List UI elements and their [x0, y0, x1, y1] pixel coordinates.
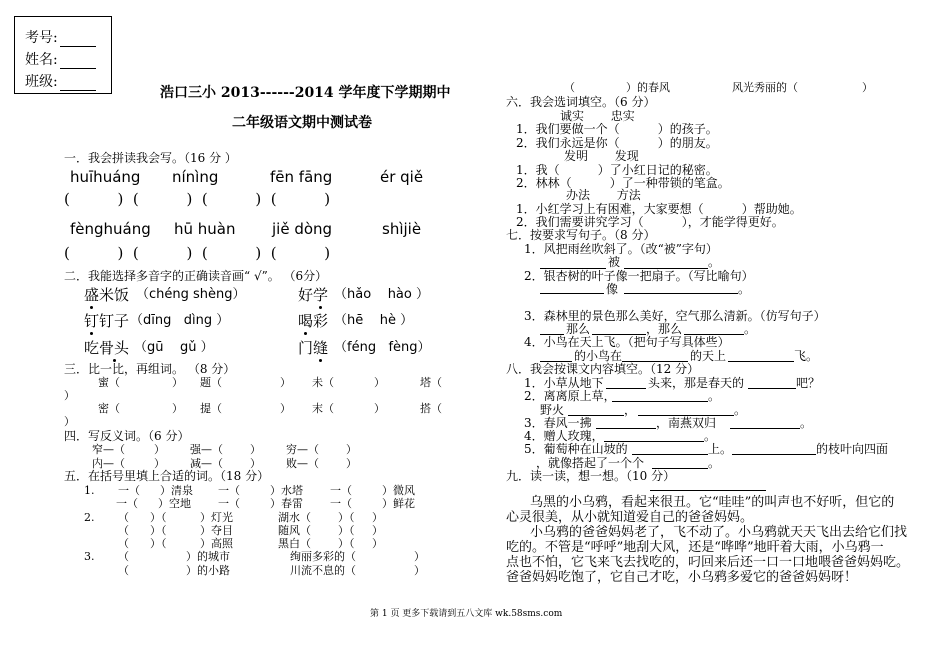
- top-fill-spring: ）的春风: [626, 81, 670, 94]
- fill-6c: 绚丽多彩的（: [290, 550, 356, 563]
- antonym-close-2: ）: [250, 443, 261, 456]
- polyphone-pinyin-4: （hē hè ）: [334, 313, 414, 328]
- fill-3e: ）（: [338, 511, 355, 524]
- pinyin-3: fēn fāng: [270, 168, 333, 186]
- rewrite-q3-end: 。: [744, 322, 757, 336]
- rewrite-q3-name1: 那么: [566, 322, 591, 336]
- fill-7b: ）的小路: [186, 564, 230, 577]
- polyphone-item-6[interactable]: 门缝: [298, 339, 329, 357]
- recite-7a: ，就像搭起了一个个: [536, 456, 645, 470]
- recite-4b: ，南燕双归: [656, 416, 717, 430]
- section-1-heading: 一．我会拼读我会写。（16 分 ）: [64, 151, 237, 165]
- fill-4a: （: [118, 524, 129, 537]
- recite-3b: ，: [624, 403, 637, 417]
- recite-4c: 。: [800, 416, 813, 430]
- reading-line-4: 吃的。不管是“呼呼”地刮大风，还是“哗哗”地旰着大雨，小乌鸦一: [506, 540, 884, 555]
- polyphone-pinyin-3: （dīng dìng ）: [130, 313, 230, 328]
- pinyin-1: huīhuáng: [70, 168, 141, 186]
- polyphone-item-4[interactable]: 喝彩: [298, 312, 329, 330]
- word-choice-3: 办法 方法: [566, 188, 641, 202]
- recite-2a: 2．离离原上草，: [524, 389, 616, 403]
- fill-5d: 黑白（: [278, 537, 311, 550]
- recite-5a: 4．赠人玫瑰，: [524, 429, 604, 443]
- antonym-6: 败—（: [286, 457, 319, 470]
- top-fill-scenery: 风光秀丽的（: [732, 81, 798, 94]
- top-fill-open-1: （: [564, 81, 575, 94]
- class-field[interactable]: 班级:: [25, 71, 96, 91]
- rewrite-q3: 3．森林里的景色那么美好，空气那么清新。（仿写句子）: [524, 309, 826, 323]
- antonym-5: 减—（: [190, 457, 223, 470]
- compare-word-7: 末（: [312, 402, 334, 415]
- recite-1a: 1．小草从地下: [524, 376, 604, 390]
- fill-sentence-4: 2．林林（ ）了一种带锁的笔盒。: [516, 176, 730, 190]
- pinyin-2: nínìng: [172, 168, 219, 186]
- recite-3a: 野火: [540, 403, 565, 417]
- fill-3a: （: [118, 511, 129, 524]
- section-8-heading: 八．我会按课文内容填空。（12 分）: [506, 362, 700, 376]
- fill-num-1: 1.: [84, 484, 95, 497]
- fill-sentence-3: 1．我（ ）了小红日记的秘密。: [516, 163, 718, 177]
- fill-5e: ）（: [338, 537, 355, 550]
- fill-6b: ）的城市: [186, 550, 230, 563]
- rewrite-q4-a: 的小鸟在: [574, 349, 623, 363]
- antonym-1: 窄—（: [92, 443, 125, 456]
- fill-3f: ）: [372, 511, 383, 524]
- rewrite-q3-name2: ，那么: [646, 322, 683, 336]
- compare-word-2: 题（: [200, 376, 222, 389]
- fill-num-2: 2.: [84, 511, 95, 524]
- compare-word-5: 密（: [98, 402, 120, 415]
- fill-3d: 湖水（: [278, 511, 311, 524]
- section-3-heading: 三．比一比，再组词。 （8 分）: [64, 362, 236, 376]
- fill-7a: （: [118, 564, 129, 577]
- polyphone-item-2[interactable]: 好学: [298, 286, 329, 304]
- section-6-heading: 六．我会选词填空。（6 分）: [506, 95, 656, 109]
- pinyin-4: ér qiě: [380, 168, 424, 186]
- polyphone-item-3[interactable]: 钉钉子: [84, 312, 130, 330]
- pinyin-8: shìjiè: [382, 220, 422, 238]
- compare-word-6: 提（: [200, 402, 222, 415]
- recite-1b: 头来，那是春天的: [648, 376, 745, 390]
- fill-5b: ）（: [150, 537, 167, 550]
- exam-number-field[interactable]: 考号:: [25, 27, 96, 47]
- fill-1c: 一（: [218, 484, 240, 497]
- rewrite-q2-xiang: 像: [606, 282, 619, 296]
- fill-6d: ）: [414, 550, 425, 563]
- answer-box-row-2[interactable]: ( ) ( ) ( ) ( ): [64, 244, 331, 262]
- fill-4f: ）: [372, 524, 383, 537]
- fill-1b: ）清泉: [160, 484, 193, 497]
- antonym-close-5: ）: [250, 457, 261, 470]
- fill-7c: 川流不息的（: [290, 564, 356, 577]
- top-fill-close-2: ）: [862, 81, 873, 94]
- recite-6c: 的枝叶向四面: [816, 442, 889, 456]
- fill-2d: ）春雷: [270, 497, 303, 510]
- antonym-4: 内—（: [92, 457, 125, 470]
- fill-sentence-6: 2．我们需要讲究学习（ ），才能学得更好。: [516, 215, 784, 229]
- rewrite-q2: 2．银杏树的叶子像一把扇子。（写比喻句）: [524, 269, 754, 283]
- compare-close-5: ）: [172, 402, 183, 415]
- fill-1e: 一（: [330, 484, 352, 497]
- section-4-heading: 四．写反义词。（6 分）: [64, 429, 190, 443]
- recite-6b: 上。: [708, 442, 733, 456]
- title-line-1: 浩口三小 2013------2014 学年度下学期期中: [160, 85, 451, 101]
- compare-word-4: 塔（: [420, 376, 442, 389]
- antonym-close-6: ）: [346, 457, 357, 470]
- fill-5c: ）高照: [200, 537, 233, 550]
- name-field[interactable]: 姓名:: [25, 49, 96, 69]
- polyphone-pinyin-2: （hǎo hào ）: [334, 287, 429, 302]
- section-2-heading: 二．我能选择多音字的正确读音画“ √”。 （6分）: [64, 269, 328, 283]
- fill-2c: 一（: [218, 497, 240, 510]
- fill-sentence-2: 2．我们永远是你（ ）的朋友。: [516, 136, 718, 150]
- fill-1a: 一（: [118, 484, 140, 497]
- recite-3c: 。: [734, 403, 747, 417]
- rewrite-q4: 4．小鸟在天上飞。（把句子写具体些）: [524, 335, 730, 349]
- rewrite-q1: 1．风把雨丝吹斜了。（改“被”字句）: [524, 242, 718, 256]
- fill-5f: ）: [372, 537, 383, 550]
- recite-7b: 。: [708, 456, 721, 470]
- polyphone-pinyin-6: （féng fèng）: [334, 340, 431, 355]
- antonym-close-1: ）: [154, 443, 165, 456]
- pinyin-5: fènghuáng: [70, 220, 151, 238]
- page-footer: 第 1 页 更多下载请到五八文库 wk.58sms.com: [370, 609, 563, 619]
- antonym-close-3: ）: [346, 443, 357, 456]
- fill-1f: ）微风: [382, 484, 415, 497]
- word-choice-2: 发明 发现: [564, 149, 639, 163]
- recite-4a: 3．春风一拂: [524, 416, 592, 430]
- fill-6a: （: [118, 550, 129, 563]
- compare-word-1: 蜜（: [98, 376, 120, 389]
- compare-word-8: 搭（: [420, 402, 442, 415]
- rewrite-q1-bei: 被: [608, 255, 621, 269]
- compare-close-7: ）: [374, 402, 385, 415]
- fill-sentence-5: 1．小红学习上有困难，大家要想（ ）帮助她。: [516, 202, 802, 216]
- reading-line-3: 小乌鸦的爸爸妈妈老了，飞不动了。小乌鸦就天天飞出去给它们找: [530, 525, 908, 540]
- compare-word-3: 未（: [312, 376, 334, 389]
- answer-box-row-1[interactable]: ( ) ( ) ( ) ( ): [64, 190, 331, 208]
- fill-4c: ）夺目: [200, 524, 233, 537]
- compare-close-3: ）: [374, 376, 385, 389]
- rewrite-q2-end: 。: [738, 282, 751, 296]
- rewrite-q4-c: 飞。: [794, 349, 819, 363]
- fill-4d: 随风（: [278, 524, 311, 537]
- fill-2f: ）鲜花: [382, 497, 415, 510]
- section-9-heading: 九．读一读，想一想。（10 分）: [506, 469, 676, 483]
- fill-sentence-1: 1．我们要做一个（ ）的孩子。: [516, 122, 718, 136]
- pinyin-7: jiě dòng: [272, 220, 333, 238]
- antonym-close-4: ）: [154, 457, 165, 470]
- fill-4b: ）（: [150, 524, 167, 537]
- antonym-3: 穷—（: [286, 443, 319, 456]
- antonym-2: 强—（: [190, 443, 223, 456]
- polyphone-item-1[interactable]: 盛米饭: [84, 286, 130, 304]
- reading-line-1: 乌黑的小乌鸦，看起来很丑。它“哇哇”的叫声也不好听，但它的: [530, 495, 895, 510]
- fill-2b: ）空地: [158, 497, 191, 510]
- reading-line-6: 爸爸妈妈吃饱了，它自己才吃，小乌鸦多爱它的爸爸妈妈呀！: [506, 570, 858, 585]
- compare-close-1: ）: [172, 376, 183, 389]
- recite-2b: 。: [708, 389, 721, 403]
- reading-line-2: 心灵很美，从小就知道爱自己的爸爸妈妈。: [506, 510, 754, 525]
- title-line-2: 二年级语文期中测试卷: [232, 115, 372, 131]
- fill-7d: ）: [414, 564, 425, 577]
- reading-line-5: 点也不怕，它飞来飞去找吃的，叼回来后还一口一口地喂爸爸妈妈吃。: [506, 555, 910, 570]
- pinyin-6: hū huàn: [174, 220, 236, 238]
- fill-1d: ）水塔: [270, 484, 303, 497]
- fill-4e: ）（: [338, 524, 355, 537]
- compare-close-8: ）: [64, 415, 75, 428]
- polyphone-item-5[interactable]: 吃骨头: [84, 339, 130, 357]
- rewrite-q4-b: 的天上: [690, 349, 727, 363]
- recite-5b: 。: [704, 429, 717, 443]
- section-7-heading: 七．按要求写句子。（8 分）: [506, 228, 656, 242]
- fill-2a: 一（: [116, 497, 138, 510]
- recite-1c: 吧？: [796, 376, 821, 390]
- compare-close-6: ）: [280, 402, 291, 415]
- polyphone-pinyin-1: （chéng shèng）: [136, 287, 246, 302]
- compare-close-4: ）: [64, 389, 75, 402]
- rewrite-q1-end: 。: [708, 255, 721, 269]
- fill-num-3: 3.: [84, 550, 95, 563]
- polyphone-pinyin-5: （gū gǔ ）: [134, 340, 214, 355]
- fill-2e: 一（: [330, 497, 352, 510]
- student-info-box: [14, 16, 112, 94]
- recite-6a: 5．葡萄种在山坡的: [524, 442, 628, 456]
- section-5-heading: 五．在括号里填上合适的词。（18 分）: [64, 469, 270, 483]
- fill-5a: （: [118, 537, 129, 550]
- fill-3c: ）灯光: [200, 511, 233, 524]
- fill-3b: ）（: [150, 511, 167, 524]
- compare-close-2: ）: [280, 376, 291, 389]
- word-choice-1: 诚实 忠实: [560, 109, 635, 123]
